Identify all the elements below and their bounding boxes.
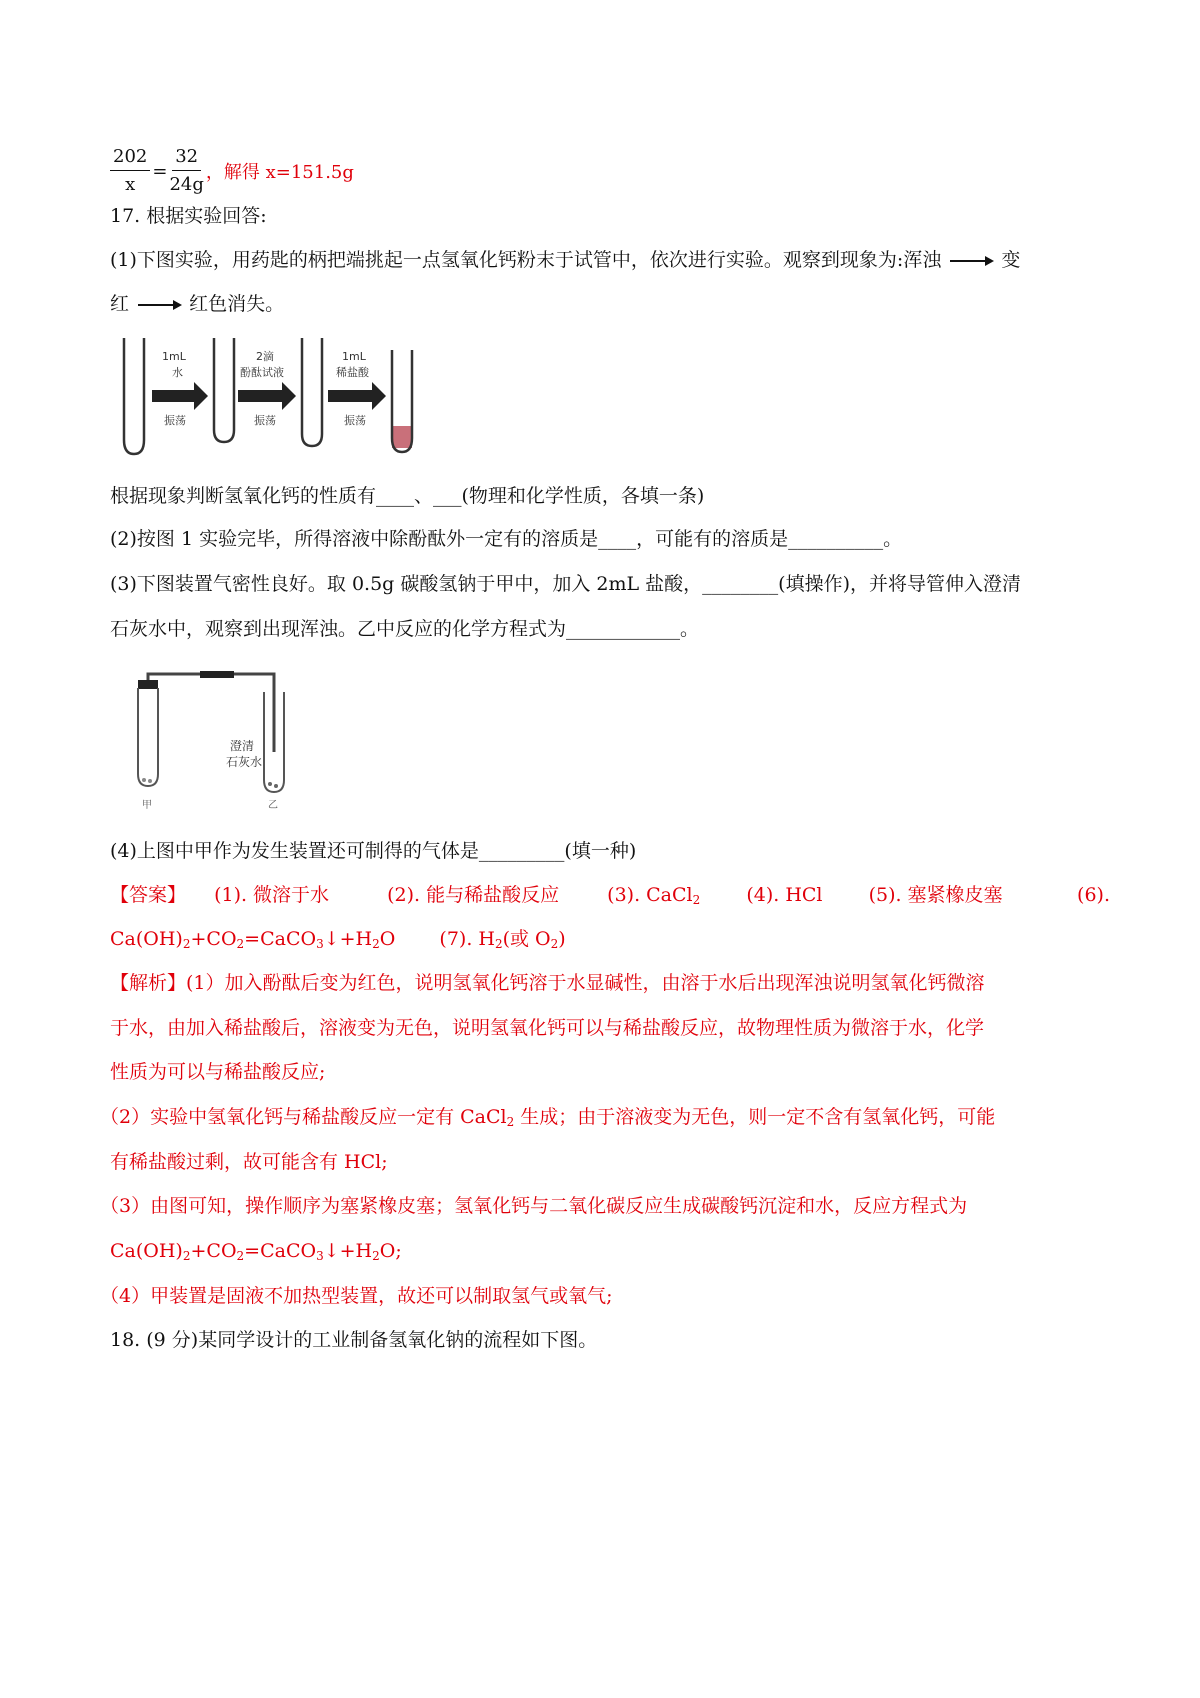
arrow-step-1 [152, 350, 208, 427]
analysis-line3: 性质为可以与稀盐酸反应; [110, 1061, 326, 1083]
right-arrow-icon [135, 298, 183, 312]
q17-part1-line1 [110, 247, 1020, 273]
test-tube-1 [124, 338, 144, 454]
q17-part3-line2: 石灰水中，观察到出现浑浊。乙中反应的化学方程式为____________。 [110, 618, 700, 640]
step2-label-drops: 2滴 [256, 350, 274, 363]
q17-part1-text-c: 红 [110, 293, 130, 315]
step3-label-shake: 振荡 [344, 414, 366, 427]
fraction-1 [110, 146, 150, 196]
analysis-label: 【解析】 [110, 972, 187, 994]
answer-7: (7). $H_2$(或 $O_2$) [439, 928, 566, 951]
delivery-tube [148, 671, 274, 752]
label-limewater: 石灰水 [226, 755, 263, 769]
right-arrow-icon [947, 254, 995, 268]
answer-3: (3). CaCl$_2$ [607, 884, 701, 907]
flask-jia [138, 680, 158, 811]
step2-label-reagent: 酚酞试液 [240, 366, 284, 379]
test-tube-3 [302, 338, 322, 446]
analysis-line8: （4）甲装置是固液不加热型装置，故还可以制取氢气或氧气; [100, 1285, 613, 1307]
test-tube-4 [392, 350, 412, 452]
analysis-line5: 有稀盐酸过剩，故可能含有 HCl; [110, 1151, 388, 1173]
solution-text: ，解得 x=151.5g [205, 162, 354, 183]
step1-label-reagent: 水 [172, 366, 183, 379]
answer-1: (1). 微溶于水 [214, 884, 330, 906]
step3-label-volume: 1mL [342, 350, 366, 363]
analysis-line7: $Ca(OH)_2+CO_2=CaCO_3↓+H_2O$; [110, 1240, 402, 1263]
q18-title: 18. (9 分)某同学设计的工业制备氢氧化钠的流程如下图。 [110, 1329, 598, 1351]
answer-5: (5). 塞紧橡皮塞 [868, 884, 1003, 906]
q17-part4: (4)上图中甲作为发生装置还可制得的气体是_________(填一种) [110, 840, 637, 862]
figure-gas-apparatus [130, 662, 320, 812]
label-yi: 乙 [268, 800, 278, 811]
arrow-step-2 [238, 350, 296, 427]
q17-part1-text-a: (1)下图实验，用药匙的柄把端挑起一点氢氧化钙粉末于试管中，依次进行实验。观察到现象为:浑浊 [110, 249, 942, 271]
answer-2: (2). 能与稀盐酸反应 [387, 884, 560, 906]
fraction-equation [110, 146, 354, 196]
analysis-line1 [110, 970, 985, 996]
answer-4: (4). HCl [746, 884, 823, 906]
fraction-2-numerator: 32 [172, 146, 201, 171]
step3-label-reagent: 稀盐酸 [336, 366, 369, 379]
fraction-2 [169, 146, 203, 196]
figure-test-tube-sequence [110, 330, 450, 470]
answer-label: 【答案】 [110, 884, 187, 906]
fraction-1-denominator: x [125, 174, 136, 195]
analysis-line4: （2）实验中氢氧化钙与稀盐酸反应一定有 CaCl$_2$ 生成；由于溶液变为无色，则一定不含有氢氧化钙，可能 [100, 1106, 996, 1129]
analysis-text-1: (1）加入酚酞后变为红色，说明氢氧化钙溶于水显碱性，由溶于水后出现浑浊说明氢氧化钙微溶 [186, 972, 985, 994]
q17-part1-text-b: 变 [1001, 249, 1021, 271]
step1-label-volume: 1mL [162, 350, 186, 363]
fraction-1-numerator: 202 [110, 146, 150, 171]
arrow-step-3 [328, 350, 386, 427]
label-jia: 甲 [142, 800, 152, 811]
answer-line2 [110, 926, 566, 952]
answer-6-equation: $Ca(OH)_2+CO_2=CaCO_3↓+H_2O$ [110, 928, 396, 951]
answer-line1 [110, 882, 1110, 908]
analysis-line6: （3）由图可知，操作顺序为塞紧橡皮塞；氢氧化钙与二氧化碳反应生成碳酸钙沉淀和水，反应方程式为 [100, 1195, 968, 1217]
fraction-2-denominator: 24g [169, 174, 204, 195]
analysis-line2: 于水，由加入稀盐酸后，溶液变为无色，说明氢氧化钙可以与稀盐酸反应，故物理性质为微溶于水，化学 [110, 1017, 985, 1039]
q17-part1-question: 根据现象判断氢氧化钙的性质有____、___(物理和化学性质，各填一条) [110, 485, 705, 507]
q17-part1-line2 [110, 291, 284, 317]
answer-6-label: (6). [1077, 884, 1110, 906]
label-clear: 澄清 [230, 739, 255, 753]
equals-sign: = [152, 160, 168, 182]
step1-label-shake: 振荡 [164, 414, 186, 427]
q17-part1-text-d: 红色消失。 [189, 293, 285, 315]
q17-part2: (2)按图 1 实验完毕，所得溶液中除酚酞外一定有的溶质是____，可能有的溶质是__________。 [110, 528, 903, 550]
q17-part3-line1: (3)下图装置气密性良好。取 0.5g 碳酸氢钠于甲中，加入 2mL 盐酸，________(填操作)，并将导管伸入澄清 [110, 573, 1022, 595]
test-tube-2 [214, 338, 234, 442]
q17-title: 17. 根据实验回答: [110, 205, 267, 227]
step2-label-shake: 振荡 [254, 414, 276, 427]
